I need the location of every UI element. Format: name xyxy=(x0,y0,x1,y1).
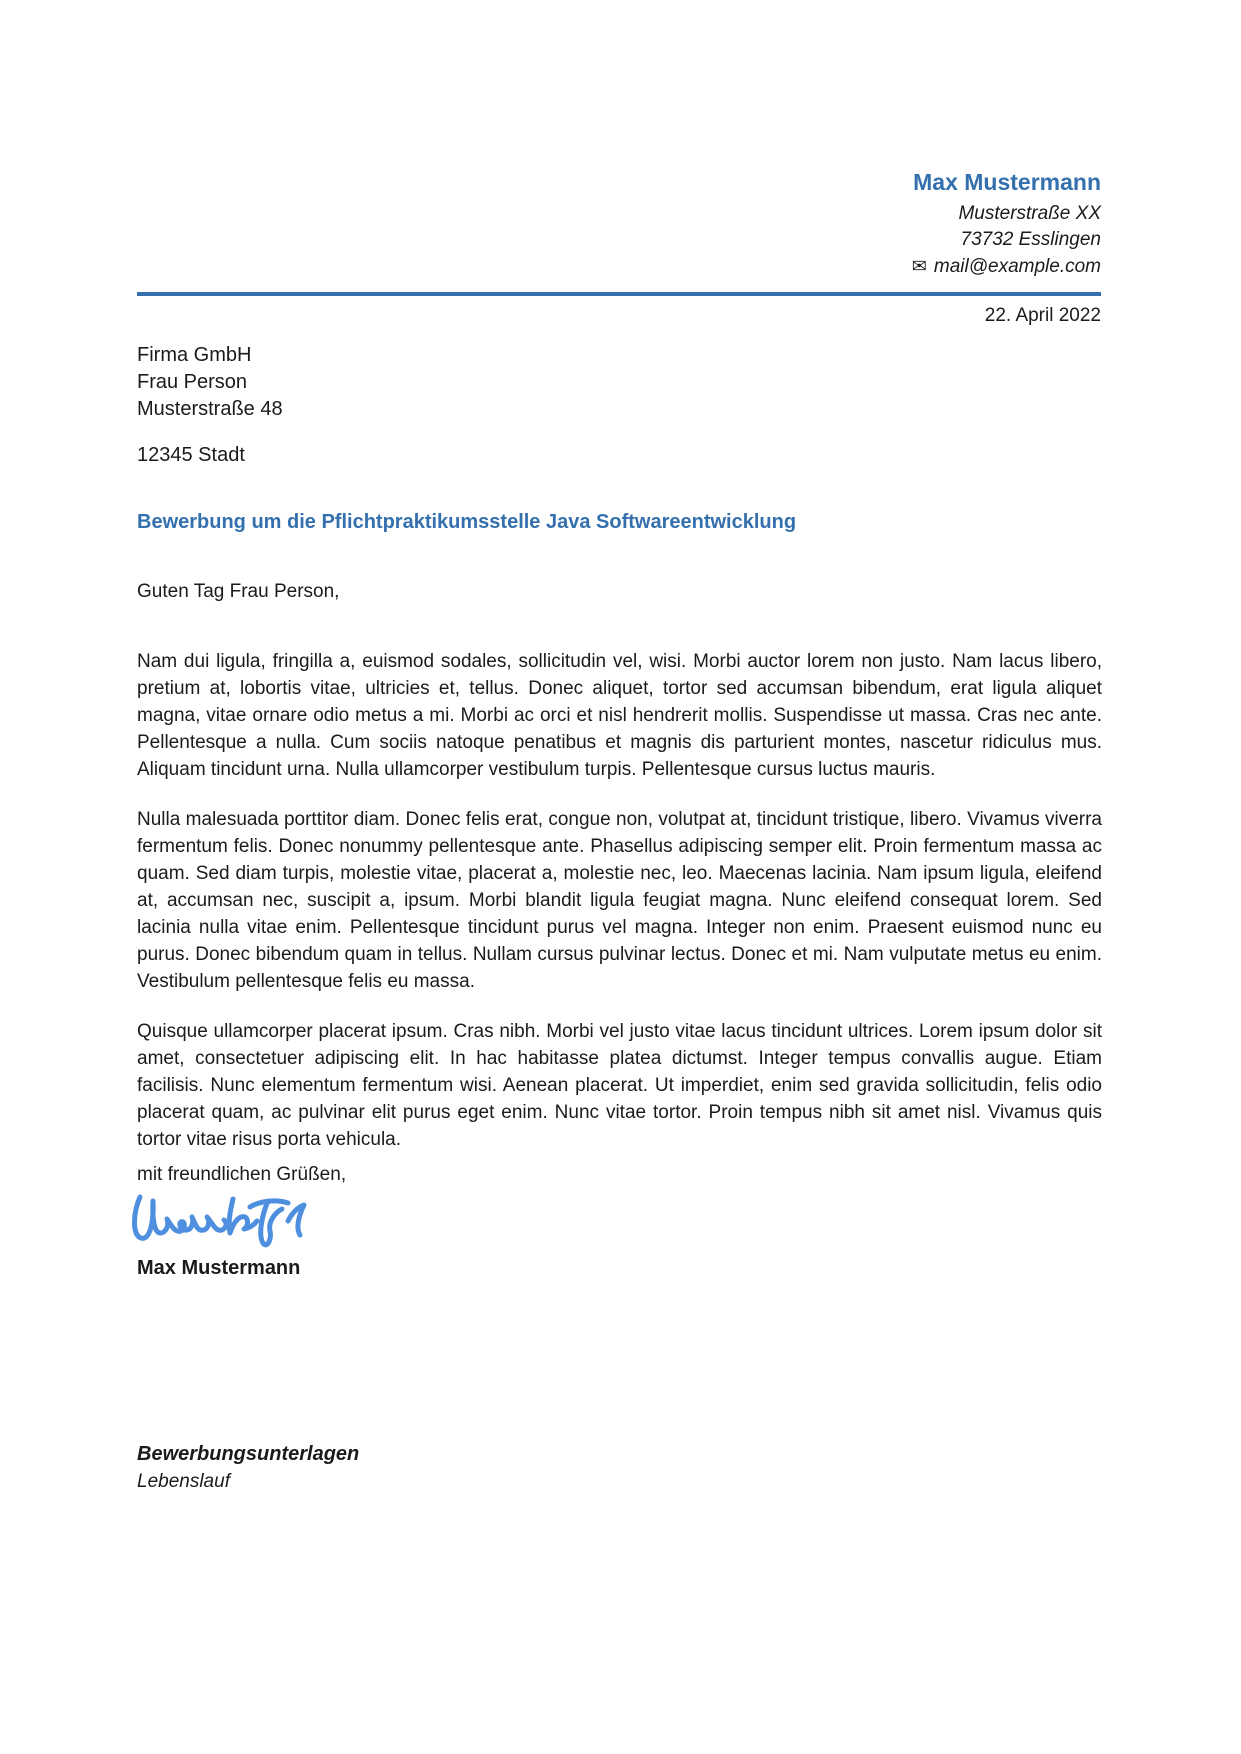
recipient-city: 12345 Stadt xyxy=(137,444,245,466)
sender-email: mail@example.com xyxy=(933,256,1101,277)
envelope-icon: ✉ xyxy=(911,256,927,276)
letter-body xyxy=(137,509,1102,1281)
sender-street: Musterstraße XX xyxy=(958,203,1101,224)
salutation: Guten Tag Frau Person, xyxy=(137,581,340,602)
signature-scribble xyxy=(130,1191,330,1251)
sender-name: Max Mustermann xyxy=(913,169,1101,195)
recipient-company: Firma GmbH xyxy=(137,344,252,366)
body-paragraph-1: Nam dui ligula, fringilla a, euismod sodales, sollicitudin vel, wisi. Morbi auctor lorem non justo. Nam lacus libero, pretium at, lobortis vitae, ultricies et, tellus. Donec aliquet, tortor sed accumsan bibendum, erat ligula aliquet magna, vitae ornare odio metus a mi. Morbi ac orci et nisl hendrerit mollis. Suspendisse ut massa. Cras nec ante. Pellentesque a nulla. Cum sociis natoque penatibus et magnis dis parturient montes, nascetur ridiculus mus. Aliquam tincidunt urna. Nulla ullamcorper vestibulum turpis. Pellentesque cursus luctus mauris. xyxy=(137,651,1102,780)
recipient-gap xyxy=(137,423,283,442)
closing-regards: mit freundlichen Grüßen, xyxy=(137,1164,347,1185)
sender-block xyxy=(912,170,1101,280)
recipient-contact: Frau Person xyxy=(137,371,248,393)
subject-line: Bewerbung um die Pflichtpraktikumsstelle Java Softwareentwicklung xyxy=(137,511,797,533)
sender-city: 73732 Esslingen xyxy=(960,229,1101,250)
body-paragraph-2: Nulla malesuada porttitor diam. Donec felis erat, congue non, volutpat at, tincidunt tristique, libero. Vivamus viverra fermentum felis. Donec nonummy pellentesque ante. Phasellus adipiscing semper elit. Proin fermentum massa ac quam. Sed diam turpis, molestie vitae, placerat a, molestie nec, leo. Maecenas lacinia. Nam ipsum ligula, eleifend at, accumsan nec, suscipit a, ipsum. Morbi blandit ligula feugiat magna. Nunc eleifend consequat lorem. Sed lacinia nulla vitae enim. Pellentesque tincidunt purus vel magna. Integer non enim. Praesent euismod nunc eu purus. Donec bibendum quam in tellus. Nullam cursus pulvinar lectus. Donec et mi. Nam vulputate metus eu enim. Vestibulum pellentesque felis eu massa. xyxy=(137,809,1102,992)
sender-email-line xyxy=(912,253,1101,280)
body-paragraph-3: Quisque ullamcorper placerat ipsum. Cras nibh. Morbi vel justo vitae lacus tincidunt ultrices. Lorem ipsum dolor sit amet, consectetuer adipiscing elit. In hac habitasse platea dictumst. Integer tempus convallis augue. Etiam facilisis. Nunc elementum fermentum wisi. Aenean placerat. Ut imperdiet, enim sed gravida sollicitudin, felis odio placerat quam, ac pulvinar elit purus eget enim. Nunc vitae tortor. Proin tempus nibh sit amet nisl. Vivamus quis tortor vitae risus porta vehicula. xyxy=(137,1021,1102,1150)
recipient-block xyxy=(137,342,283,469)
enclosure-item: Lebenslauf xyxy=(137,1471,230,1492)
letter-date: 22. April 2022 xyxy=(984,305,1101,326)
signature-image xyxy=(130,1191,1102,1251)
signer-name: Max Mustermann xyxy=(137,1257,301,1279)
recipient-street: Musterstraße 48 xyxy=(137,398,283,420)
enclosures-heading: Bewerbungsunterlagen xyxy=(137,1443,360,1465)
header-rule xyxy=(137,292,1101,296)
enclosures-block xyxy=(137,1441,359,1495)
